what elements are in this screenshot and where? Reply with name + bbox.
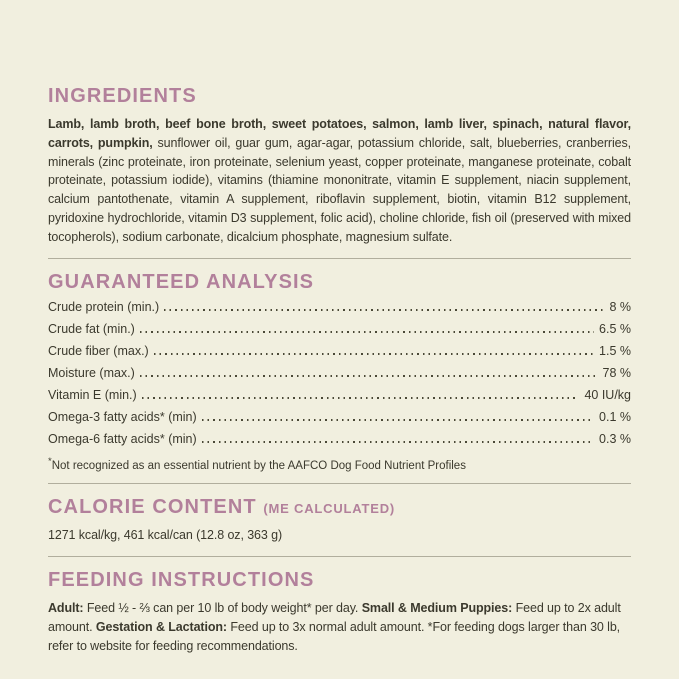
analysis-row-moisture — [48, 367, 631, 380]
ingredients-section — [48, 86, 631, 247]
section-divider — [48, 258, 631, 259]
ingredients-text — [48, 115, 631, 247]
feeding-puppies-label: Small & Medium Puppies: — [361, 601, 513, 616]
analysis-row-label: Omega-6 fatty acids* (min) — [48, 431, 197, 446]
calorie-title-main: CALORIE CONTENT — [48, 496, 257, 519]
footnote-text: Not recognized as an essential nutrient by the AAFCO Dog Food Nutrient Profiles — [51, 459, 466, 472]
dot-leader — [140, 331, 594, 333]
dot-leader — [154, 353, 594, 355]
calorie-content-title — [48, 497, 631, 517]
analysis-row-label: Omega-3 fatty acids* (min) — [48, 409, 197, 424]
dot-leader — [164, 309, 604, 311]
analysis-row-label: Crude fat (min.) — [48, 321, 135, 336]
analysis-row-value: 78 % — [602, 365, 631, 380]
analysis-row-omega-6 — [48, 433, 631, 446]
analysis-row-value: 8 % — [609, 299, 631, 314]
dot-leader — [202, 419, 594, 421]
analysis-table — [48, 301, 631, 446]
analysis-row-value: 6.5 % — [599, 321, 631, 336]
feeding-instructions-text — [48, 599, 631, 655]
feeding-adult-label: Adult: — [48, 601, 84, 616]
analysis-row-label: Crude fiber (max.) — [48, 343, 149, 358]
feeding-gestation-label: Gestation & Lactation: — [95, 620, 227, 634]
guaranteed-analysis-title: GUARANTEED ANALYSIS — [48, 270, 315, 293]
analysis-row-vitamin-e — [48, 389, 631, 402]
calorie-title-method: (ME CALCULATED) — [263, 501, 396, 517]
analysis-row-value: 40 IU/kg — [584, 387, 631, 402]
analysis-row-crude-fat — [48, 323, 631, 336]
feeding-gestation-text: Feed up to 3x normal adult amount. *For feeding dogs larger than 30 lb, refer to website for feeding recommendations. — [48, 620, 621, 653]
guaranteed-analysis-section — [48, 272, 631, 473]
analysis-row-value: 0.3 % — [599, 431, 631, 446]
ingredients-title: INGREDIENTS — [48, 85, 197, 107]
calorie-content-section — [48, 497, 631, 545]
analysis-row-label: Moisture (max.) — [48, 365, 135, 380]
analysis-row-omega-3 — [48, 411, 631, 424]
analysis-row-value: 0.1 % — [599, 409, 631, 424]
analysis-row-crude-fiber — [48, 345, 631, 358]
analysis-row-label: Crude protein (min.) — [48, 299, 160, 314]
section-divider — [48, 556, 631, 557]
dot-leader — [142, 397, 580, 399]
dot-leader — [140, 375, 598, 377]
analysis-row-crude-protein — [48, 301, 631, 314]
analysis-row-value: 1.5 % — [599, 343, 631, 358]
ingredients-primary-list: Lamb, lamb broth, beef bone broth, sweet potatoes, salmon, lamb liver, spinach, natural flavor, carrots, pumpkin, — [48, 117, 631, 150]
feeding-adult-text: Feed ½ - ⅔ can per 10 lb of body weight* per day. — [86, 601, 359, 616]
footnote-asterisk: * — [48, 455, 52, 467]
feeding-instructions-section — [48, 570, 631, 655]
section-divider — [48, 483, 631, 484]
dot-leader — [202, 441, 594, 443]
analysis-row-label: Vitamin E (min.) — [48, 387, 137, 402]
feeding-puppies-text: Feed up to 2x adult amount. — [48, 601, 621, 634]
analysis-footnote — [48, 455, 631, 473]
ingredients-secondary-list: sunflower oil, guar gum, agar-agar, potassium chloride, salt, blueberries, cranberries, minerals (zinc proteinate, iron proteinate, selenium yeast, copper proteinate, manganese proteinate, cobalt proteinate, potassium iodide), vitamins (thiamine mononitrate, vitamin E supplement, niacin supplement, calcium pantothenate, vitamin A supplement, riboflavin supplement, biotin, vitamin B12 supplement, pyridoxine hydrochloride, vitamin D3 supplement, folic acid), choline chloride, fish oil (preserved with mixed tocopherols), sodium carbonate, dicalcium phosphate, magnesium sulfate. — [48, 135, 631, 244]
feeding-instructions-title: FEEDING INSTRUCTIONS — [48, 569, 315, 592]
calorie-values: 1271 kcal/kg, 461 kcal/can (12.8 oz, 363 g) — [48, 528, 283, 543]
